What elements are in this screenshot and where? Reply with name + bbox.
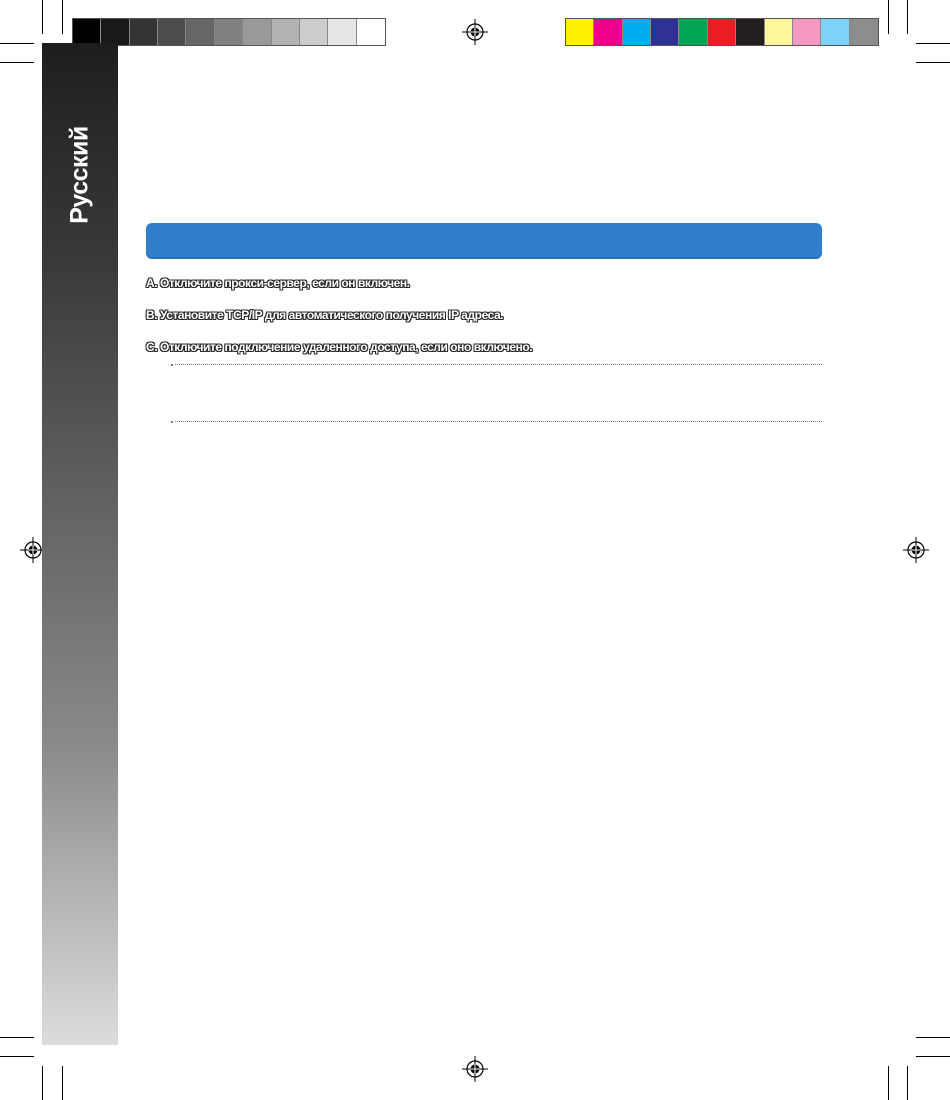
color-bar	[565, 18, 879, 46]
color-swatch	[158, 19, 186, 45]
note-bullet	[171, 364, 173, 366]
color-swatch	[243, 19, 271, 45]
color-swatch	[651, 19, 679, 45]
note-bottom-divider	[175, 421, 822, 422]
note-top-divider	[175, 364, 822, 365]
color-swatch	[357, 19, 385, 45]
color-swatch	[765, 19, 793, 45]
color-swatch	[594, 19, 622, 45]
note-bullet	[171, 421, 173, 423]
color-swatch	[679, 19, 707, 45]
color-swatch	[130, 19, 158, 45]
language-label: Русский	[65, 126, 94, 224]
registration-mark-icon	[462, 1056, 488, 1082]
registration-mark-icon	[462, 19, 488, 45]
step-b: B. Установите TCP/IP для автоматического получения IP адреса.	[146, 308, 504, 322]
color-swatch	[793, 19, 821, 45]
color-swatch	[272, 19, 300, 45]
color-swatch	[736, 19, 764, 45]
section-heading-bar	[146, 223, 822, 259]
step-c: C. Отключите подключение удаленного доступа, если оно включено.	[146, 340, 533, 354]
registration-mark-icon	[903, 537, 929, 563]
step-a: A. Отключите прокси-сервер, если он включен.	[146, 276, 410, 290]
color-swatch	[73, 19, 101, 45]
color-swatch	[821, 19, 849, 45]
color-swatch	[101, 19, 129, 45]
color-swatch	[850, 19, 878, 45]
color-swatch	[215, 19, 243, 45]
grayscale-bar	[72, 18, 386, 46]
color-swatch	[186, 19, 214, 45]
color-swatch	[566, 19, 594, 45]
color-swatch	[708, 19, 736, 45]
color-swatch	[623, 19, 651, 45]
color-swatch	[300, 19, 328, 45]
color-swatch	[328, 19, 356, 45]
